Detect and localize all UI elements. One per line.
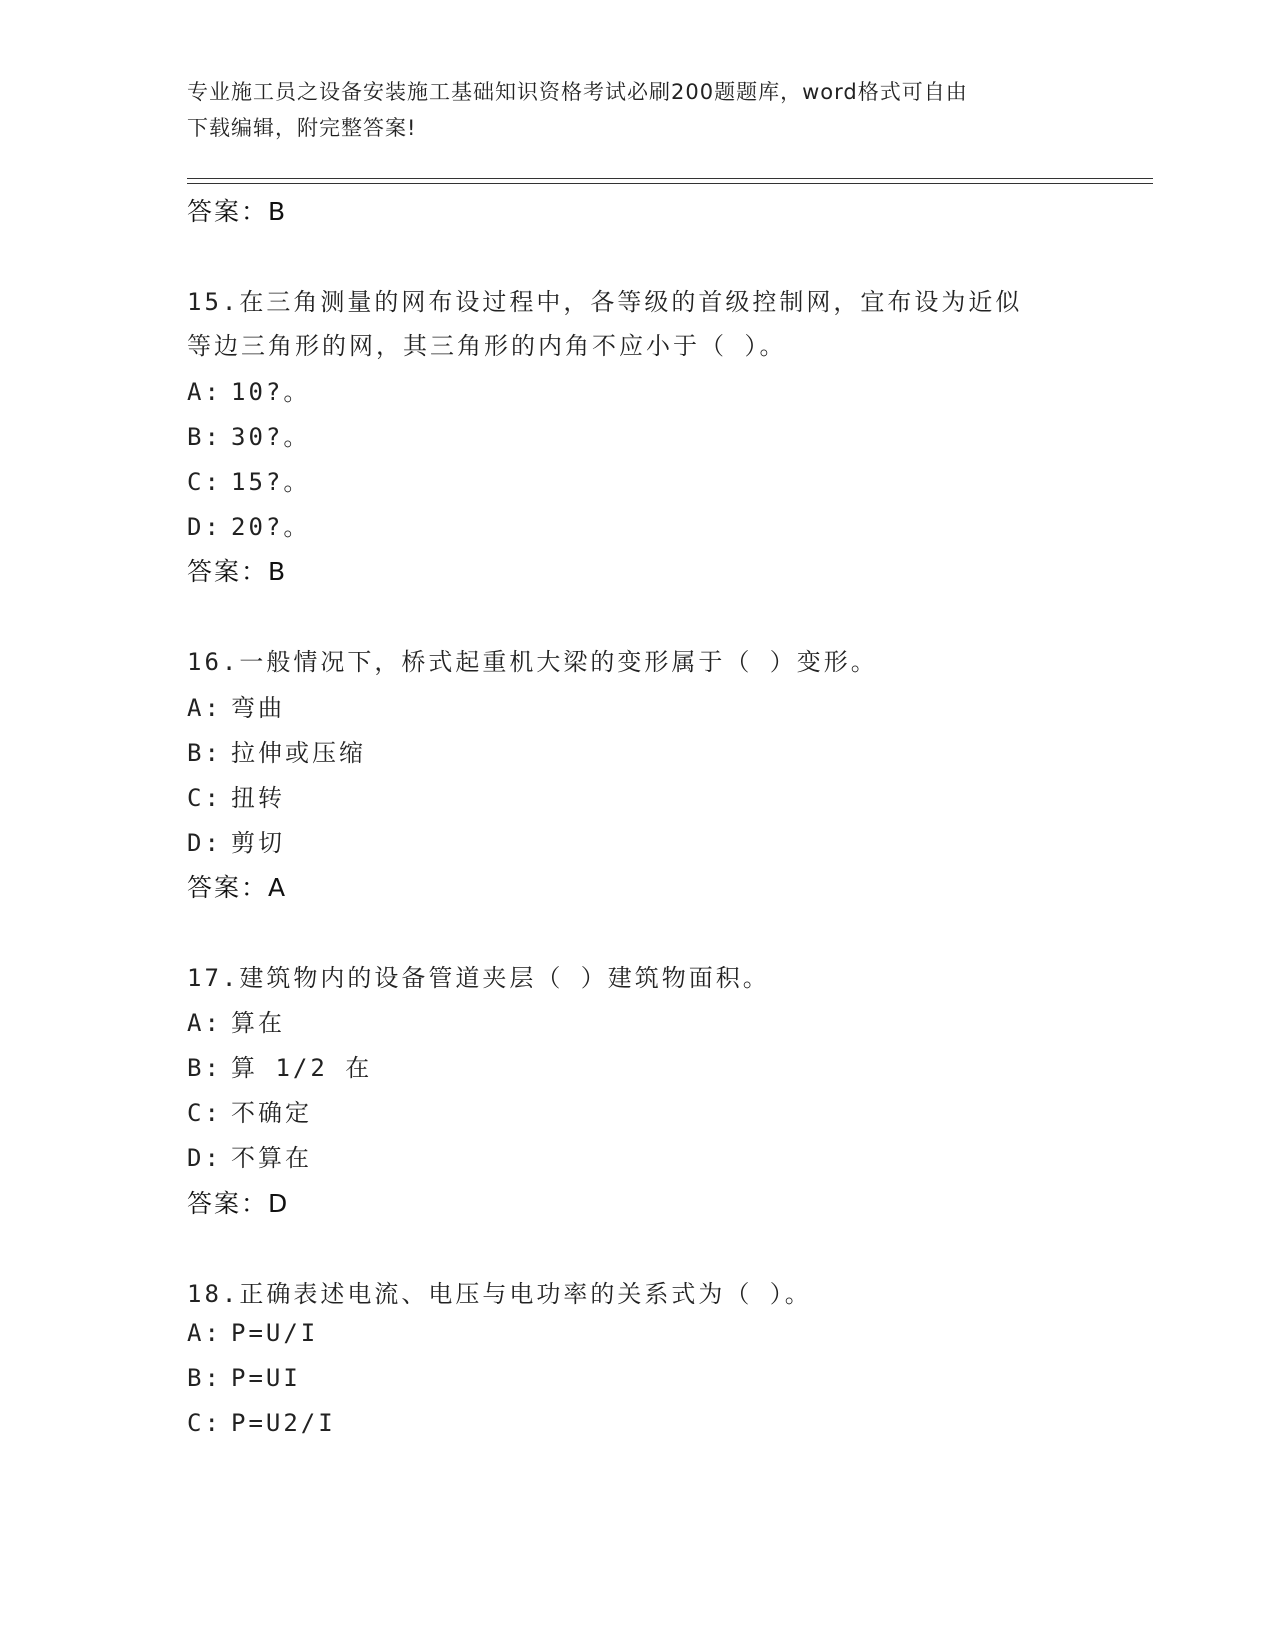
question-stem: 等边三角形的网，其三角形的内角不应小于（ ）。 (187, 332, 787, 360)
option-item (187, 688, 285, 723)
option-text: 30?。 (231, 423, 311, 451)
answer-line: 答案：D (187, 1189, 290, 1218)
option-item (187, 1048, 372, 1083)
header-divider-top (187, 178, 1153, 179)
answer-line: 答案：A (187, 873, 288, 902)
option-key: A: (187, 1009, 222, 1037)
option-key: A: (187, 694, 222, 722)
option-text: 算 1/2 在 (231, 1054, 373, 1082)
option-text: P=UI (231, 1364, 301, 1392)
option-key: C: (187, 468, 222, 496)
option-text: 20?。 (231, 513, 311, 541)
option-text: 扭转 (231, 784, 285, 812)
option-key: D: (187, 513, 222, 541)
option-item (187, 462, 310, 497)
option-item (187, 1319, 318, 1347)
option-text: 弯曲 (231, 694, 285, 722)
option-key: A: (187, 378, 222, 406)
document-header (187, 74, 1087, 146)
question-stem: 15.在三角测量的网布设过程中，各等级的首级控制网，宜布设为近似 (187, 288, 1023, 316)
question-stem: 16.一般情况下，桥式起重机大梁的变形属于（ ）变形。 (187, 648, 878, 676)
option-item (187, 1409, 336, 1437)
option-key: D: (187, 1144, 222, 1172)
header-line-2: 下载编辑，附完整答案! (187, 116, 417, 140)
option-key: C: (187, 1409, 222, 1437)
option-key: D: (187, 829, 222, 857)
option-item (187, 823, 285, 858)
option-item (187, 372, 310, 407)
option-key: C: (187, 1099, 222, 1127)
option-text: 不确定 (231, 1099, 312, 1127)
answer-line: 答案：B (187, 557, 288, 586)
option-text: 拉伸或压缩 (231, 739, 366, 767)
option-text: P=U/I (231, 1319, 319, 1347)
option-text: P=U2/I (231, 1409, 336, 1437)
option-item (187, 1138, 312, 1173)
option-key: B: (187, 1054, 222, 1082)
option-item (187, 507, 310, 542)
option-item (187, 417, 310, 452)
option-text: 15?。 (231, 468, 311, 496)
option-item (187, 733, 366, 768)
option-item (187, 1003, 285, 1038)
question-stem: 18.正确表述电流、电压与电功率的关系式为（ ）。 (187, 1280, 812, 1308)
header-line-1: 专业施工员之设备安装施工基础知识资格考试必刷200题题库，word格式可自由 (187, 80, 968, 104)
option-key: C: (187, 784, 222, 812)
option-text: 10?。 (231, 378, 311, 406)
option-key: A: (187, 1319, 222, 1347)
option-text: 算在 (231, 1009, 285, 1037)
question-stem: 17.建筑物内的设备管道夹层（ ）建筑物面积。 (187, 964, 770, 992)
option-key: B: (187, 1364, 222, 1392)
option-key: B: (187, 423, 222, 451)
option-key: B: (187, 739, 222, 767)
option-text: 不算在 (231, 1144, 312, 1172)
option-item (187, 1093, 312, 1128)
option-text: 剪切 (231, 829, 285, 857)
option-item (187, 778, 285, 813)
option-item (187, 1364, 301, 1392)
answer-line: 答案：B (187, 197, 288, 226)
header-divider-bottom (187, 183, 1153, 184)
